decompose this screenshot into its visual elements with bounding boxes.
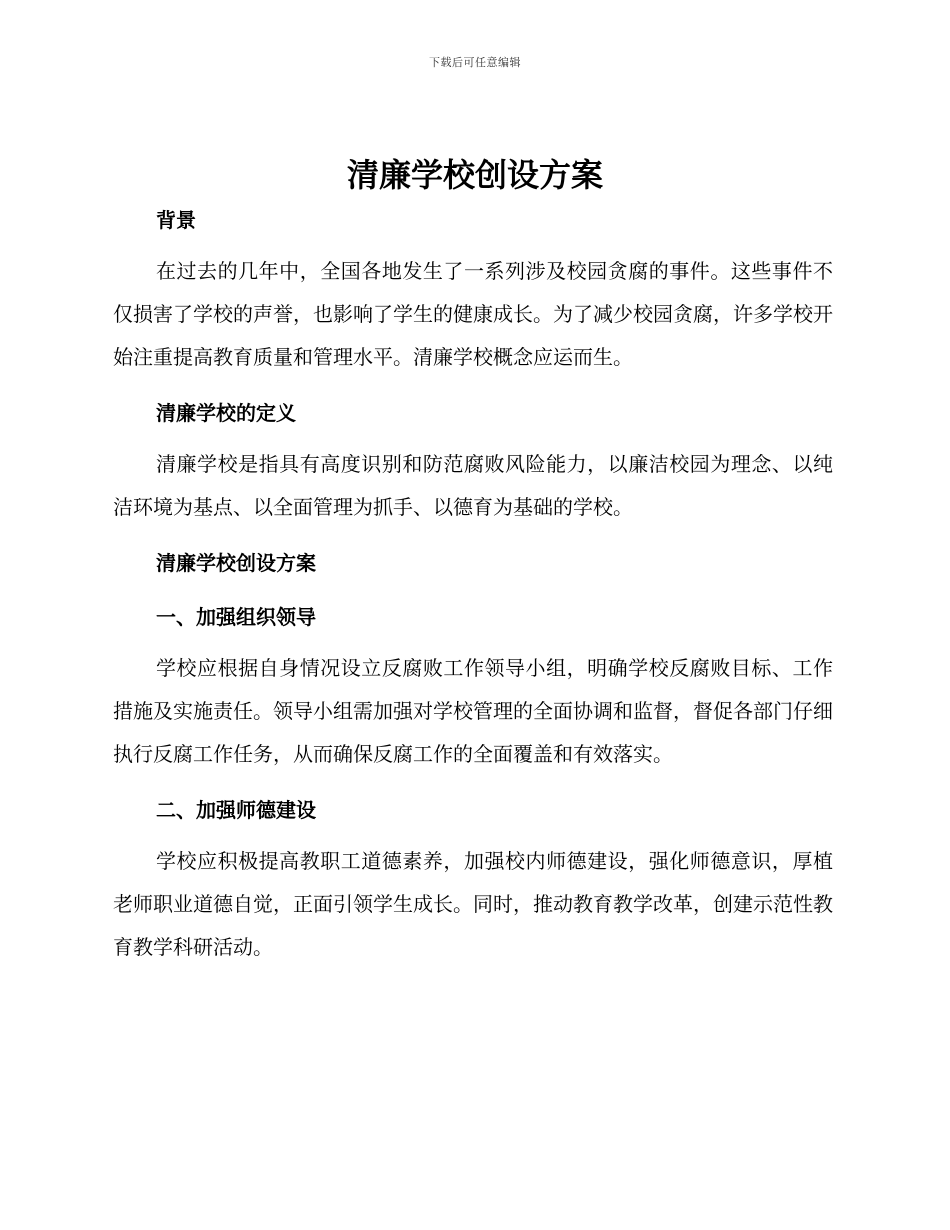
document-title: 清廉学校创设方案 (346, 156, 603, 194)
section-paragraph-background: 在过去的几年中，全国各地发生了一系列涉及校园贪腐的事件。这些事件不仅损害了学校的声誉，也影响了学生的健康成长。为了减少校园贪腐，许多学校开始注重提高教育质量和管理水平。清廉学校概念应运而生。 (113, 259, 833, 369)
section-heading-definition: 清廉学校的定义 (156, 401, 296, 425)
section-heading-teacher-ethics: 二、加强师德建设 (156, 798, 316, 822)
document-body (113, 200, 833, 969)
section-paragraph-teacher-ethics: 学校应积极提高教职工道德素养，加强校内师德建设，强化师德意识，厚植老师职业道德自觉，正面引领学生成长。同时，推动教育教学改革，创建示范性教育教学科研活动。 (113, 849, 833, 959)
section-heading-background: 背景 (156, 208, 196, 232)
section-heading-organization: 一、加强组织领导 (156, 605, 316, 629)
section-paragraph-organization: 学校应根据自身情况设立反腐败工作领导小组，明确学校反腐败目标、工作措施及实施责任。领导小组需加强对学校管理的全面协调和监督，督促各部门仔细执行反腐工作任务，从而确保反腐工作的全面覆盖和有效落实。 (113, 656, 833, 766)
section-heading-plan: 清廉学校创设方案 (156, 551, 316, 575)
header-note: 下载后可任意编辑 (429, 56, 521, 69)
section-paragraph-definition: 清廉学校是指具有高度识别和防范腐败风险能力，以廉洁校园为理念、以纯洁环境为基点、以全面管理为抓手、以德育为基础的学校。 (113, 452, 833, 519)
